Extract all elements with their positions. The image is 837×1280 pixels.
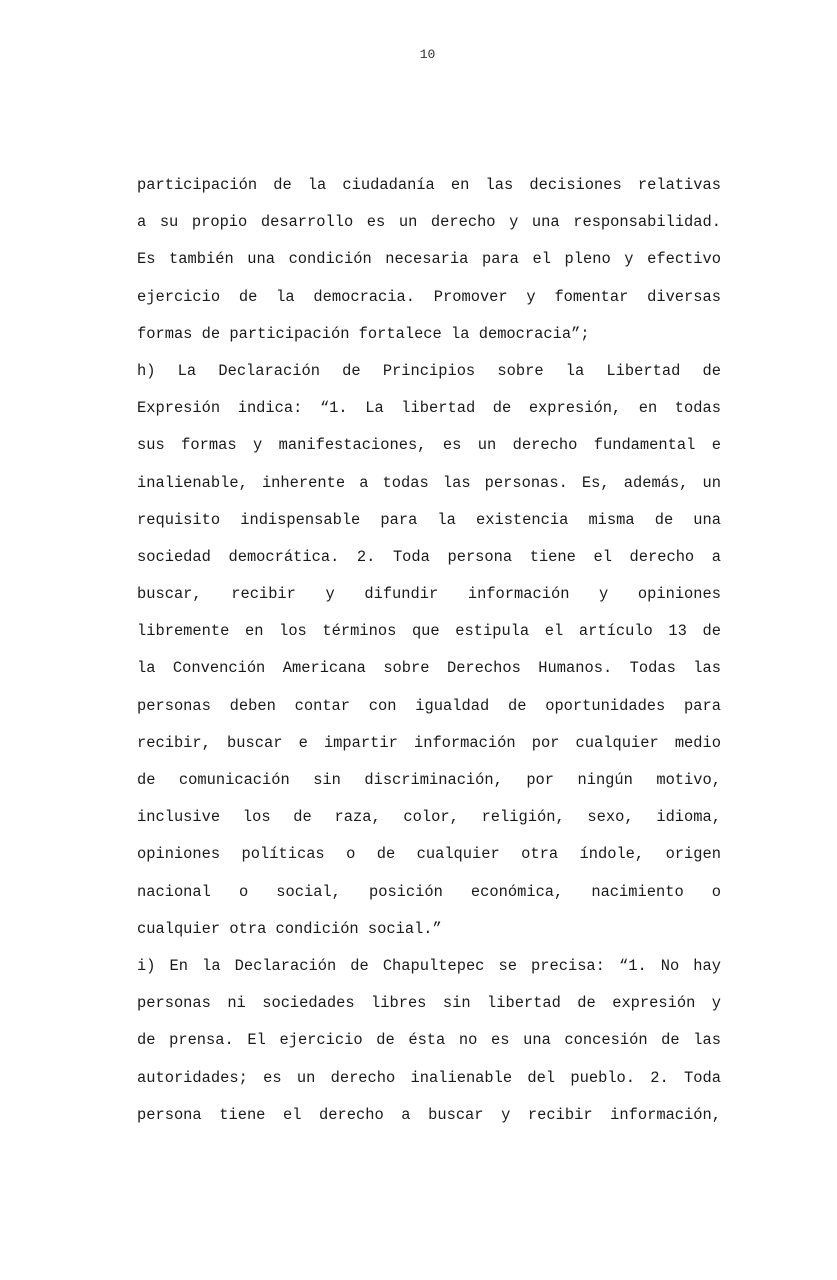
text-line: libremente en los términos que estipula el artículo 13 de bbox=[137, 622, 721, 641]
text-line: personas ni sociedades libres sin libertad de expresión y bbox=[137, 994, 721, 1013]
text-line: opiniones políticas o de cualquier otra índole, origen bbox=[137, 845, 721, 864]
text-line: i) En la Declaración de Chapultepec se precisa: “1. No hay bbox=[137, 956, 721, 975]
text-line: nacional o social, posición económica, nacimiento o bbox=[137, 882, 721, 901]
text-line: inclusive los de raza, color, religión, sexo, idioma, bbox=[137, 808, 721, 827]
text-line: persona tiene el derecho a buscar y recibir información, bbox=[137, 1105, 721, 1124]
text-line: cualquier otra condición social.” bbox=[137, 919, 442, 938]
text-line: la Convención Americana sobre Derechos Humanos. Todas las bbox=[137, 659, 721, 678]
text-line: sociedad democrática. 2. Toda persona tiene el derecho a bbox=[137, 547, 721, 566]
text-line: formas de participación fortalece la democracia”; bbox=[137, 324, 590, 343]
text-line: buscar, recibir y difundir información y opiniones bbox=[137, 585, 721, 604]
text-line: h) La Declaración de Principios sobre la Libertad de bbox=[137, 361, 721, 380]
text-line: inalienable, inherente a todas las personas. Es, además, un bbox=[137, 473, 721, 492]
document-body bbox=[137, 173, 721, 1140]
text-line: Expresión indica: “1. La libertad de expresión, en todas bbox=[137, 399, 721, 418]
text-line: ejercicio de la democracia. Promover y fomentar diversas bbox=[137, 287, 721, 306]
text-line: sus formas y manifestaciones, es un derecho fundamental e bbox=[137, 436, 721, 455]
text-line: participación de la ciudadanía en las decisiones relativas bbox=[137, 176, 721, 194]
text-line: recibir, buscar e impartir información por cualquier medio bbox=[137, 733, 721, 752]
text-line: a su propio desarrollo es un derecho y una responsabilidad. bbox=[137, 213, 721, 232]
text-line: Es también una condición necesaria para el pleno y efectivo bbox=[137, 250, 721, 269]
text-line: de comunicación sin discriminación, por ningún motivo, bbox=[137, 771, 721, 789]
text-line: autoridades; es un derecho inalienable del pueblo. 2. Toda bbox=[137, 1068, 721, 1087]
page-number: 10 bbox=[419, 47, 436, 62]
text-line: requisito indispensable para la existencia misma de una bbox=[137, 510, 721, 529]
text-line: personas deben contar con igualdad de oportunidades para bbox=[137, 696, 721, 715]
text-line: de prensa. El ejercicio de ésta no es una concesión de las bbox=[137, 1031, 721, 1050]
